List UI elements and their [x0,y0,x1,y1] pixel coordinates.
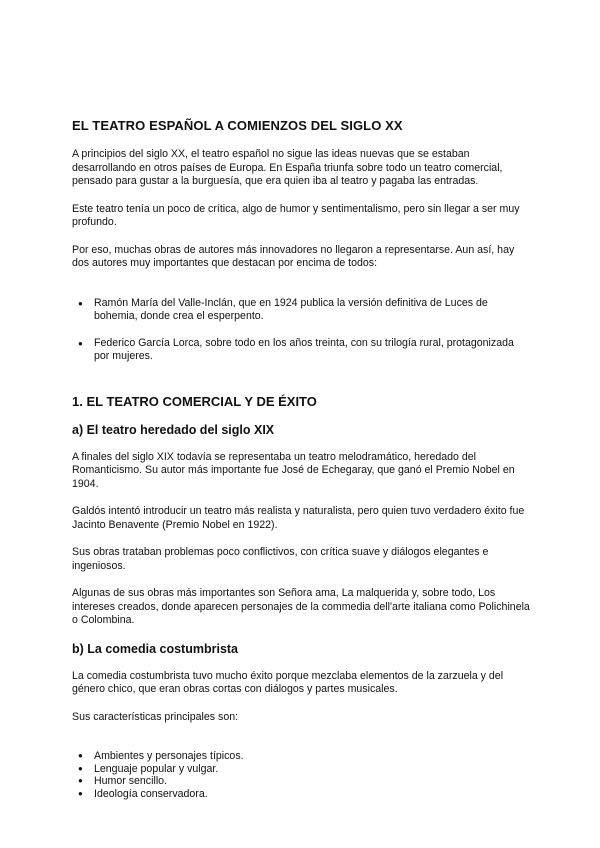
subsection-heading: b) La comedia costumbrista [72,641,239,656]
body-paragraph: Galdós intentó introducir un teatro más realista y naturalista, pero quien tuvo verdadero éxito fue Jacinto Benavente (Premio Nobel en 1922). [72,505,525,531]
list-item: ● Ambientes y personajes típicos. [72,750,532,763]
intro-paragraph: Este teatro tenía un poco de crítica, algo de humor y sentimentalismo, pero sin llegar a ser muy profundo. [72,202,520,228]
intro-paragraph: Por eso, muchas obras de autores más innovadores no llegaron a representarse. Aun así, hay dos autores muy importantes que destacan por encima de todos: [72,243,515,269]
intro-paragraph: A principios del siglo XX, el teatro español no sigue las ideas nuevas que se estaban desarrollando en otros países de Europa. En España triunfa sobre todo un teatro comercial, pensado para gustar a la burguesía, que era quien iba al teatro y pagaba las entradas. [72,148,503,187]
subsection-heading: a) El teatro heredado del siglo XIX [72,422,275,437]
body-paragraph: Sus obras trataban problemas poco conflictivos, con crítica suave y diálogos elegantes e ingeniosos. [72,546,489,572]
body-paragraph: La comedia costumbrista tuvo mucho éxito porque mezclaba elementos de la zarzuela y del género chico, que eran obras cortas con diálogos y partes musicales. [72,669,504,695]
list-item: ● Ideología conservadora. [72,788,532,801]
section-heading: 1. EL TEATRO COMERCIAL Y DE ÉXITO [72,393,317,409]
list-item: ● Humor sencillo. [72,775,532,788]
list-item: ● Ramón María del Valle-Inclán, que en 1924 publica la versión definitiva de Luces de bohemia, donde crea el esperpento. [72,297,532,324]
list-item: ● Federico García Lorca, sobre todo en los años treinta, con su trilogía rural, protagonizada por mujeres. [72,337,532,364]
list-item: ● Lenguaje popular y vulgar. [72,763,532,776]
document-title: EL TEATRO ESPAÑOL A COMIENZOS DEL SIGLO XX [72,118,403,133]
document-page [72,118,532,800]
body-paragraph: Sus características principales son: [72,710,239,723]
body-paragraph: A finales del siglo XIX todavía se representaba un teatro melodramático, heredado del Romanticismo. Su autor más importante fue José de Echegaray, que ganó el Premio Nobel en 1904. [72,450,515,490]
authors-list [72,297,532,364]
body-paragraph: Algunas de sus obras más importantes son Señora ama, La malquerida y, sobre todo, Los intereses creados, donde aparecen personajes de la commedia dell'arte italiana como Polichinela o Colombina. [72,587,530,626]
features-list [72,750,532,800]
